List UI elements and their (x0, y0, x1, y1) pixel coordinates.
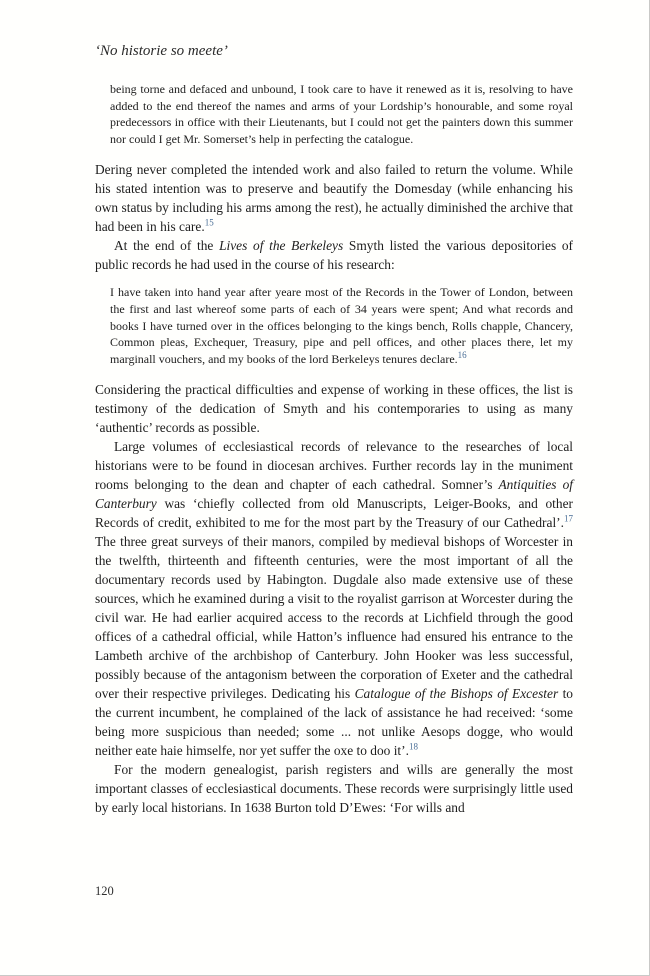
paragraph-4-segment-2: was ‘chiefly collected from old Manuscripts, Leiger-Books, and other Records of credit, exhibited to me for the most part by the Treasury of our Cathedral’. (95, 496, 573, 531)
paragraph-4-segment-1: Large volumes of ecclesiastical records of relevance to the researches of local historians were to be found in diocesan archives. Further records lay in the muniment rooms belonging to the dean and chapter of each cathedral. Somner’s (95, 439, 573, 493)
page-number: 120 (95, 884, 114, 898)
book-title-antiquities-of-canterbury: Antiquities of Canterbury (95, 477, 573, 512)
paragraph-4-segment-3: The three great surveys of their manors, compiled by medieval bishops of Worcester in the twelfth, thirteenth and fifteenth centuries, were the most important of all the documentary records used by Habington. Dugdale also made extensive use of these sources, which he examined during a visit to the royalist garrison at Worcester during the civil war. He had earlier acquired access to the records at Lichfield through the good offices of a cathedral official, while Hatton’s influence had ensured his entrance to the Lambeth archive of the archbishop of Canterbury. John Hooker was less successful, possibly because of the antagonism between the corporation of Exeter and the cathedral over their respective privileges. Dedicating his (95, 534, 573, 702)
footnote-ref-15[interactable]: 15 (204, 217, 214, 228)
paragraph-3 (95, 380, 573, 437)
paragraph-2-pre: At the end of the (114, 238, 220, 254)
paragraph-4 (95, 437, 573, 760)
footnote-ref-16[interactable]: 16 (457, 349, 467, 360)
running-head: ‘No historie so meete’ (95, 43, 228, 59)
paragraph-1 (95, 160, 573, 236)
paragraph-2 (95, 236, 573, 274)
footnote-ref-17[interactable]: 17 (564, 513, 573, 524)
block-quote-2-text: I have taken into hand year after yeare most of the Records in the Tower of London, between the first and last whereof some parts of each of 34 years were spent; And what records and books I have turned over in the offices belonging to the kings bench, Rolls chapple, Chancery, Common pleas, Exchequer, Treasury, pipe and pell offices, and other places there, let my marginall vouchers, and my books of the lord Berkeleys tenures declare. (110, 285, 573, 366)
block-quote-1-text: being torne and defaced and unbound, I took care to have it renewed as it is, resolving to have added to the end thereof the names and arms of your Lordship’s honourable, and some royal predecessors in office with their Lieutenants, but I could not get the painters down this summer nor could I get Mr. Somerset’s help in perfecting the catalogue. (110, 82, 573, 146)
footnote-ref-18[interactable]: 18 (408, 741, 418, 752)
book-title-catalogue-of-the-bishops-of-excester: Catalogue of the Bishops of Excester (354, 686, 559, 702)
paragraph-5 (95, 760, 573, 817)
block-quote-1 (110, 81, 573, 147)
paragraph-3-text: Considering the practical difficulties and expense of working in these offices, the list is testimony of the dedication of Smyth and his contemporaries to using as many ‘authentic’ records as possible. (95, 382, 573, 436)
paragraph-1-text: Dering never completed the intended work and also failed to return the volume. While his stated intention was to preserve and beautify the Domesday (while enhancing his own status by including his arms among the rest), he actually diminished the archive that had been in his care. (95, 162, 573, 235)
paragraph-2-post: Smyth listed the various depositories of public records he had used in the course of his research: (95, 238, 573, 273)
book-title-lives-of-the-berkeleys: Lives of the Berkeleys (219, 238, 344, 254)
page-content (95, 42, 573, 817)
block-quote-2 (110, 284, 573, 367)
paragraph-5-text: For the modern genealogist, parish registers and wills are generally the most important classes of ecclesiastical documents. These records were surprisingly little used by early local historians. In 1638 Burton told D’Ewes: ‘For wills and (95, 762, 573, 816)
paragraph-4-segment-4: to the current incumbent, he complained of the lack of assistance he had received: ‘some being more suspicious than needed; some ... not unlike Aesops dogge, who would neither eate haie himselfe, nor yet suffer the oxe to doo it’. (95, 686, 573, 759)
